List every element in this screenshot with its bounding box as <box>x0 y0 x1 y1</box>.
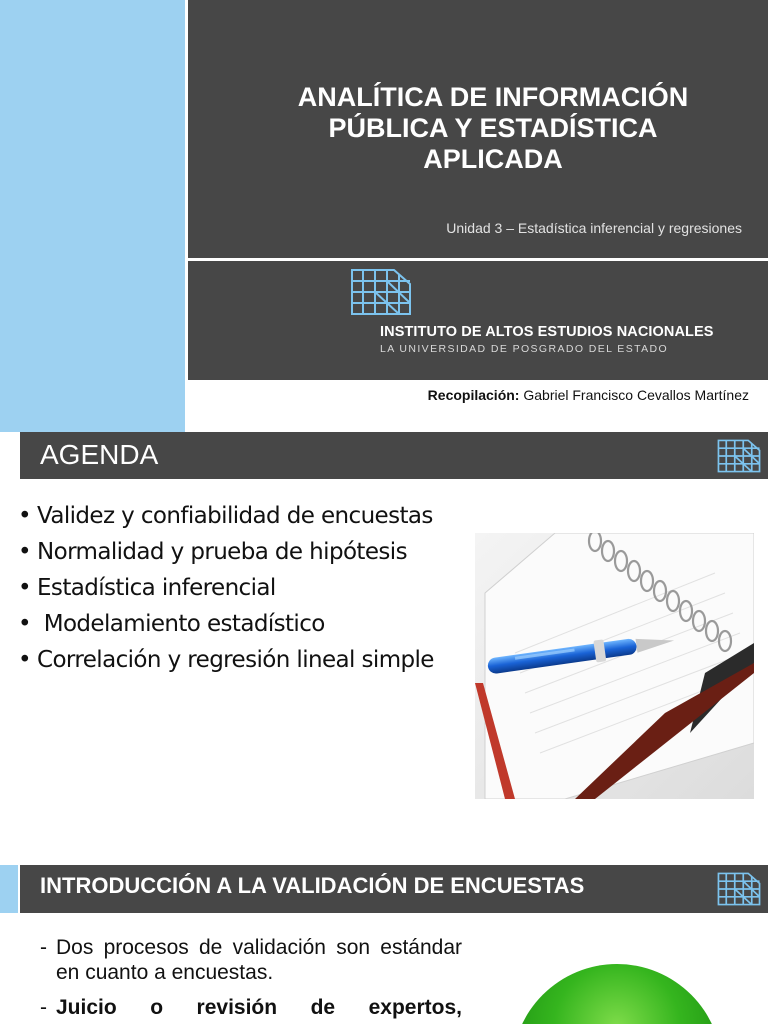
slide3-title-bar <box>20 865 768 913</box>
slide1-logo-box <box>188 261 768 380</box>
list-item <box>18 538 451 567</box>
bullet: • <box>18 575 31 601</box>
title-line-1: ANALÍTICA DE INFORMACIÓN <box>297 82 689 112</box>
agenda-item-text: Validez y confiabilidad de encuestas <box>37 503 433 529</box>
institution-name: INSTITUTO DE ALTOS ESTUDIOS NACIONALES <box>380 324 714 340</box>
list-item <box>18 502 451 531</box>
agenda-item-text: Modelamiento estadístico <box>37 611 325 637</box>
notebook-pen-photo <box>475 533 754 799</box>
slide3-title: INTRODUCCIÓN A LA VALIDACIÓN DE ENCUESTAS <box>40 873 585 898</box>
agenda-item-text: Correlación y regresión lineal simple <box>37 647 434 673</box>
title-line-2: PÚBLICA Y ESTADÍSTICA <box>328 113 658 143</box>
slide3-blue-accent <box>0 865 18 913</box>
validation-item-text: Dos procesos de validación son estándar en cuanto a encuestas. <box>56 936 462 984</box>
bullet: • <box>18 611 31 637</box>
credit-name: Gabriel Francisco Cevallos Martínez <box>523 387 749 403</box>
bullet: • <box>18 503 31 529</box>
title-line-3: APLICADA <box>423 144 563 174</box>
green-circle-graphic <box>512 964 722 1024</box>
slide1-title-box <box>188 0 768 258</box>
list-item <box>18 610 451 639</box>
list-item <box>40 935 462 985</box>
agenda-list <box>18 502 451 682</box>
institution-tagline: LA UNIVERSIDAD DE POSGRADO DEL ESTADO <box>380 343 669 355</box>
slide1-blue-panel <box>0 0 185 432</box>
slide1-title <box>188 82 768 175</box>
list-item <box>40 995 462 1020</box>
iaen-logo-icon <box>716 872 762 906</box>
validation-item-text: Juicio o revisión de expertos, <box>56 996 462 1019</box>
agenda-item-text: Estadística inferencial <box>37 575 276 601</box>
iaen-logo-icon <box>350 268 412 316</box>
slide1-subtitle: Unidad 3 – Estadística inferencial y regresiones <box>446 220 742 236</box>
list-item <box>18 574 451 603</box>
agenda-item-text: Normalidad y prueba de hipótesis <box>37 539 407 565</box>
dash-bullet: - <box>40 936 47 959</box>
bullet: • <box>18 539 31 565</box>
validation-list <box>40 935 462 1024</box>
credit-label: Recopilación: <box>427 387 520 403</box>
list-item <box>18 646 451 675</box>
slide1-credit <box>428 387 749 403</box>
dash-bullet: - <box>40 996 47 1019</box>
iaen-logo-icon <box>716 439 762 473</box>
bullet: • <box>18 647 31 673</box>
slide2-title: AGENDA <box>40 439 159 470</box>
slide2-title-bar <box>20 432 768 479</box>
